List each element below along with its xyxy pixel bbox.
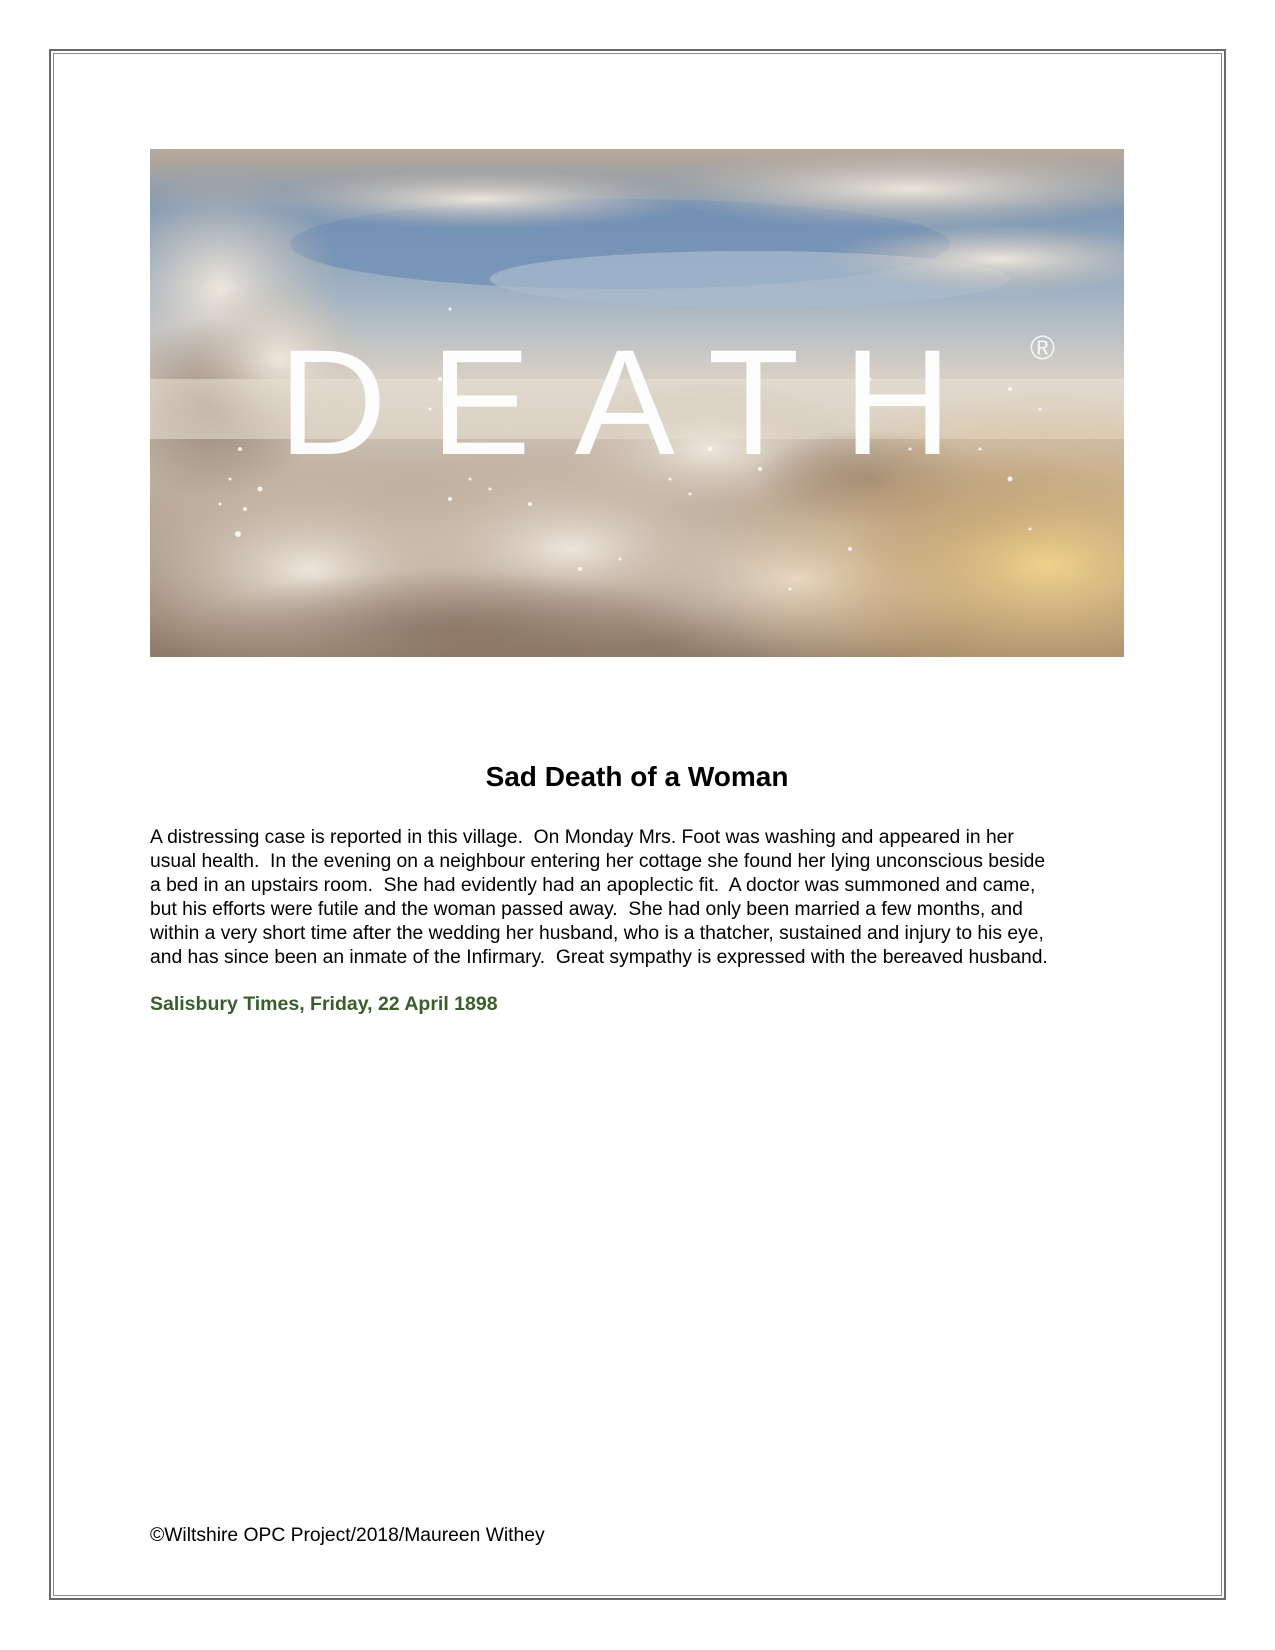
hero-wordmark: DEATH: [278, 318, 996, 486]
body-line: but his efforts were futile and the woman passed away. She had only been married a few months, and: [150, 899, 1023, 920]
article-body: [150, 826, 1130, 970]
article-title: Sad Death of a Woman: [485, 761, 789, 792]
body-line: A distressing case is reported in this village. On Monday Mrs. Foot was washing and appeared in her: [150, 827, 1014, 848]
copyright-footer: ©Wiltshire OPC Project/2018/Maureen Withey: [150, 1525, 545, 1546]
body-line: within a very short time after the wedding her husband, who is a thatcher, sustained and injury to his eye,: [150, 923, 1044, 944]
body-line: a bed in an upstairs room. She had evidently had an apoplectic fit. A doctor was summoned and came,: [150, 875, 1036, 896]
registered-mark: ®: [1030, 329, 1056, 367]
cloud-sky-illustration: [150, 149, 1124, 657]
body-line: and has since been an inmate of the Infirmary. Great sympathy is expressed with the bereaved husband.: [150, 947, 1048, 968]
body-line: usual health. In the evening on a neighbour entering her cottage she found her lying unconscious beside: [150, 851, 1046, 872]
hero-image: [150, 149, 1124, 657]
article-source: Salisbury Times, Friday, 22 April 1898: [150, 993, 498, 1015]
